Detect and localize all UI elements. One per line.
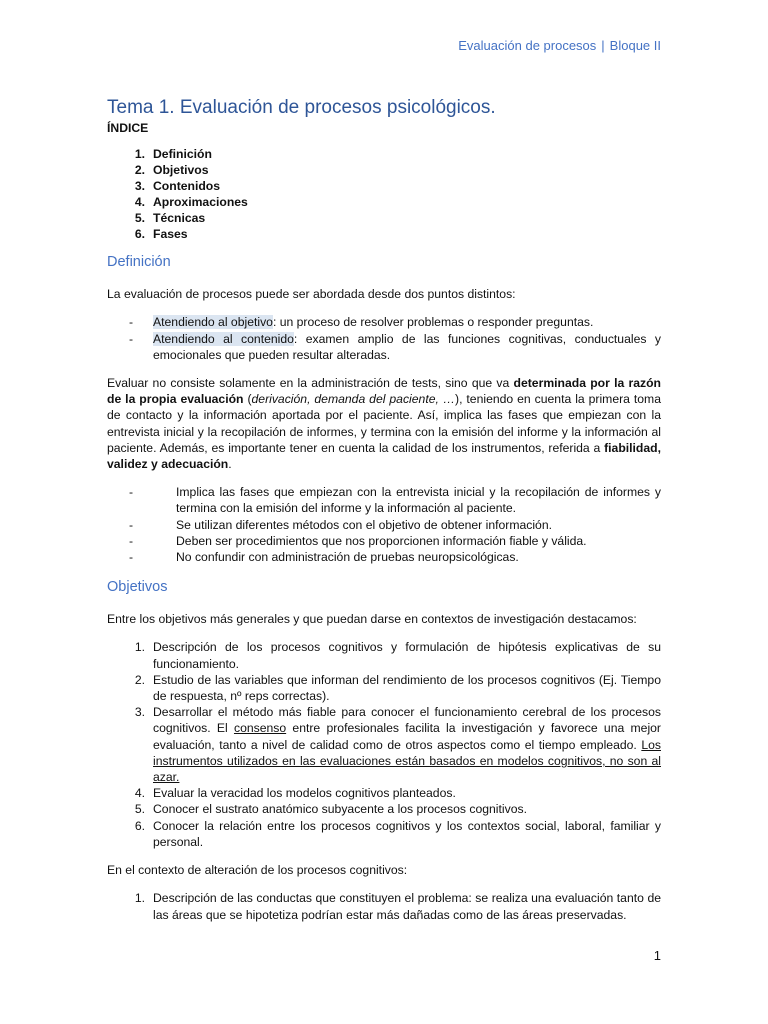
list-item: 3. Desarrollar el método más fiable para conocer el funcionamiento cerebral de los procesos cognitivos. El consenso entre profesionales facilita la investigación y favorece una mejor evaluación, tanto a nivel de calidad como de otros aspectos como el tiempo empleado. Los instrumentos utilizados en las evaluaciones están basados en modelos cognitivos, no son al azar. xyxy=(134,705,661,785)
section-heading-objetivos: Objetivos xyxy=(107,579,168,596)
list-item: - Se utilizan diferentes métodos con el objetivo de obtener información. xyxy=(129,517,553,532)
toc-item: 5. Técnicas xyxy=(134,211,206,226)
list-item: - Deben ser procedimientos que nos proporcionen información fiable y válida. xyxy=(129,533,587,548)
definicion-points xyxy=(107,314,661,363)
table-of-contents xyxy=(107,146,661,242)
list-item: - Atendiendo al objetivo: un proceso de resolver problemas o responder preguntas. xyxy=(129,315,594,330)
header-separator: | xyxy=(601,38,605,53)
definicion-paragraph: Evaluar no consiste solamente en la administración de tests, sino que va determinada por la razón de la propia evaluación (derivación, demanda del paciente, …), teniendo en cuenta la primera toma de contacto y la información aportada por el paciente. Así, implica las fases que empiezan con la entrevista inicial y la recopilación de informes, y termina con la emisión del informe y la información al paciente. Además, es importante tener en cuenta la calidad de los instrumentos, referida a fiabilidad, validez y adecuación. xyxy=(107,376,661,472)
definicion-intro: La evaluación de procesos puede ser abordada desde dos puntos distintos: xyxy=(107,287,516,302)
alteracion-list xyxy=(107,890,661,922)
toc-item: 6. Fases xyxy=(134,227,188,242)
list-item: 2. Estudio de las variables que informan del rendimiento de los procesos cognitivos (Ej. Tiempo de respuesta, nº reps correctas). xyxy=(134,672,661,704)
list-item: - No confundir con administración de pruebas neuropsicológicas. xyxy=(129,550,519,565)
objetivos-list xyxy=(107,639,661,850)
running-header xyxy=(458,38,661,53)
list-item: 1. Descripción de las conductas que constituyen el problema: se realiza una evaluación tanto de las áreas que se hipotetiza podrían estar más dañadas como de las áreas preservadas. xyxy=(134,891,661,922)
alteracion-intro: En el contexto de alteración de los procesos cognitivos: xyxy=(107,863,408,878)
header-course: Evaluación de procesos xyxy=(458,38,597,53)
definicion-bullets xyxy=(107,484,661,565)
objetivos-intro: Entre los objetivos más generales y que puedan darse en contextos de investigación destacamos: xyxy=(107,612,637,627)
page-number: 1 xyxy=(653,948,661,963)
section-heading-definicion: Definición xyxy=(107,254,171,271)
highlighted-term: Atendiendo al contenido xyxy=(153,331,294,346)
toc-item: 4. Aproximaciones xyxy=(134,195,248,210)
list-item: 1. Descripción de los procesos cognitivos y formulación de hipótesis explicativas de su funcionamiento. xyxy=(134,640,661,671)
list-item: - Atendiendo al contenido: examen amplio de las funciones cognitivas, conductuales y emocionales que pueden resultar alteradas. xyxy=(129,331,661,362)
list-item: 5. Conocer el sustrato anatómico subyacente a los procesos cognitivos. xyxy=(134,802,527,817)
document-title: Tema 1. Evaluación de procesos psicológicos. xyxy=(107,97,496,118)
list-item: 6. Conocer la relación entre los procesos cognitivos y los contextos social, laboral, familiar y personal. xyxy=(134,818,661,849)
highlighted-term: Atendiendo al objetivo xyxy=(153,315,273,330)
toc-item: 2. Objetivos xyxy=(134,163,209,178)
header-block: Bloque II xyxy=(609,38,661,53)
list-item: - Implica las fases que empiezan con la entrevista inicial y la recopilación de informes y termina con la emisión del informe y la información al paciente. xyxy=(129,485,661,516)
toc-item: 3. Contenidos xyxy=(134,179,221,194)
list-item: 4. Evaluar la veracidad los modelos cognitivos planteados. xyxy=(134,786,456,801)
index-label: ÍNDICE xyxy=(107,121,149,135)
toc-item: 1. Definición xyxy=(134,147,212,162)
document-body xyxy=(107,96,661,935)
